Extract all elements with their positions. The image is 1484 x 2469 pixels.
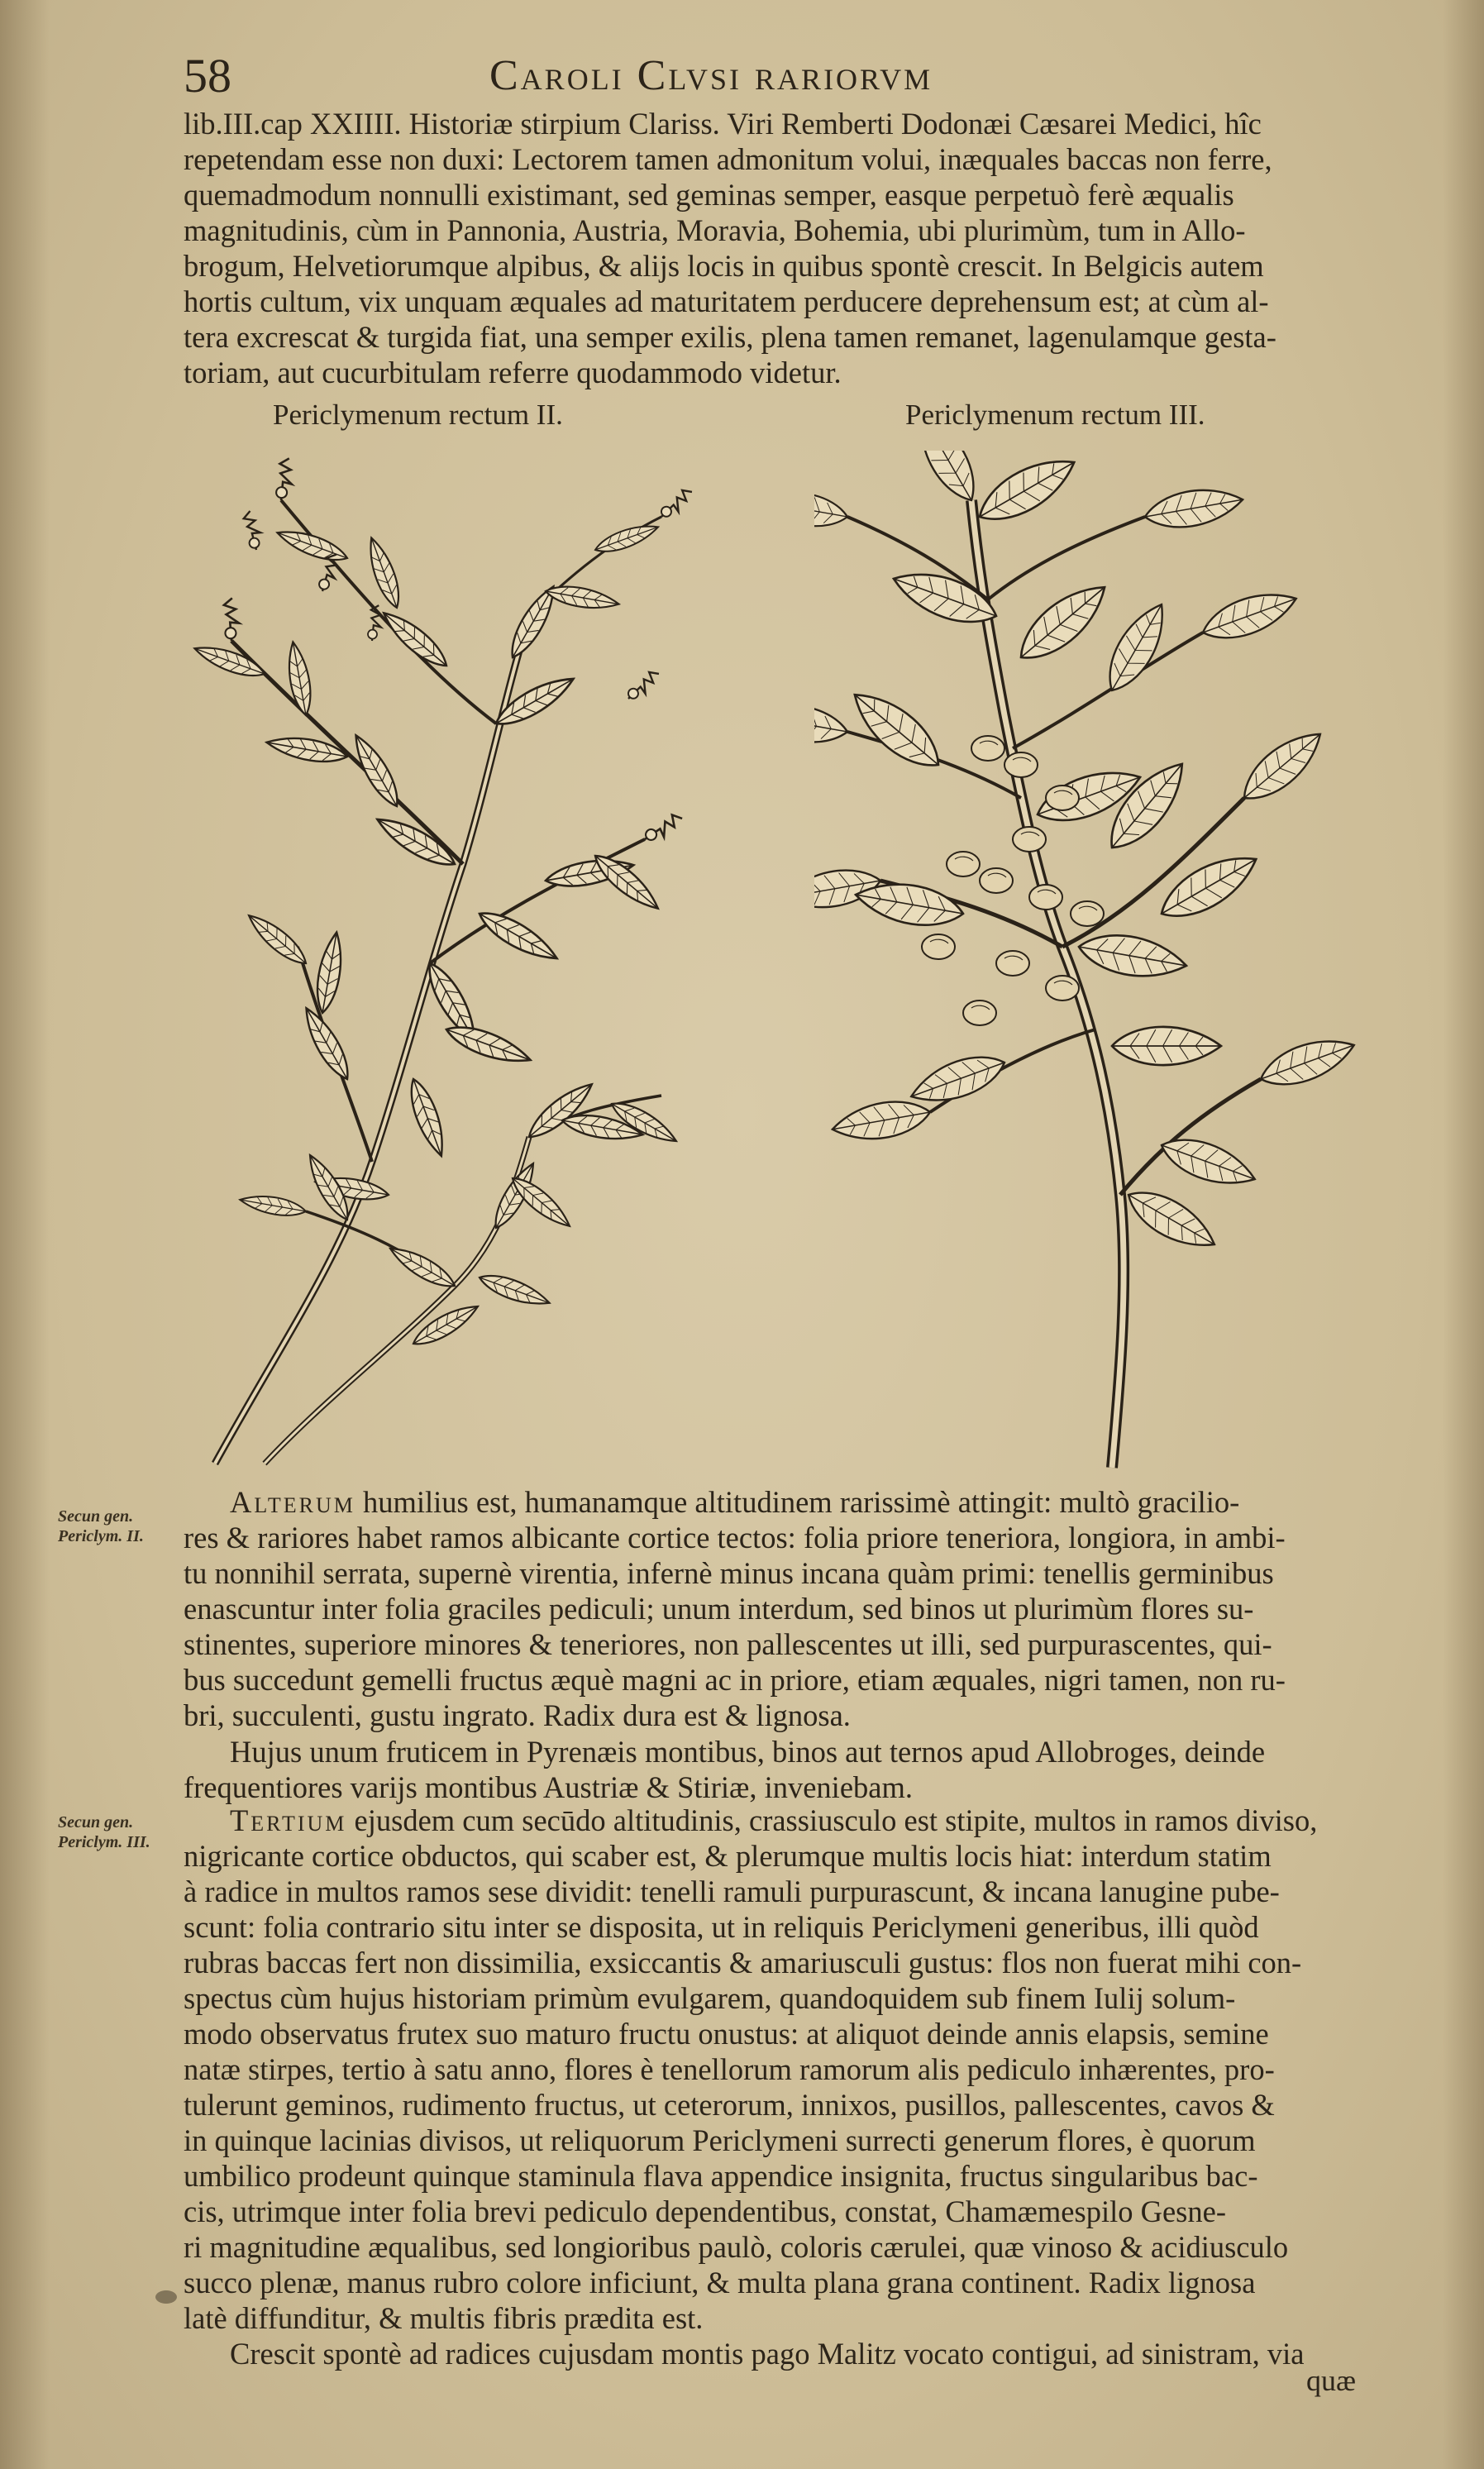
woodcut-periclymenum-ii [182,451,761,1472]
text-line: res & rariores habet ramos albicante cortice tectos: folia priore teneriora, longiora, in ambi- [184,1521,1286,1554]
text-line: toriam, aut cucurbitulam referre quodammodo videtur. [184,356,842,389]
text-line: tera excrescat & turgida fiat, una semper exilis, plena tamen remanet, lagenulamque gesta- [184,320,1276,354]
text-line: bus succedunt gemelli fructus æquè magni ac in priore, etiam æquales, nigri tamen, non ru- [184,1663,1286,1697]
text-fragment: ejusdem cum secūdo altitudinis, crassiusculo est stipite, multos in ramos diviso, [346,1803,1318,1837]
woodcut-periclymenum-iii [814,451,1364,1472]
text-line: frequentiores varijs montibus Austriæ & Stiriæ, inveniebam. [184,1770,913,1804]
text-line: enascuntur inter folia graciles pediculi; unum interdum, sed binos ut plurimùm flores su- [184,1592,1254,1626]
lead-word: Alterum [230,1485,355,1519]
text-line: repetendam esse non duxi: Lectorem tamen admonitum volui, inæquales baccas non ferre, [184,142,1272,176]
text-line: succo plenæ, manus rubro colore inficiunt, & multa plana grana continent. Radix lignosa [184,2266,1256,2299]
ink-blot [155,2290,177,2304]
text-line: ri magnitudine æqualibus, sed longioribus paulò, coloris cærulei, quæ vinoso & acidiusculo [184,2230,1289,2264]
text-line: magnitudinis, cùm in Pannonia, Austria, Moravia, Bohemia, ubi plurimùm, tum in Allo- [184,213,1246,247]
text-line: spectus cùm hujus historiam primùm evulgarem, quandoquidem sub finem Iulij solum- [184,1981,1236,2015]
text-line: tulerunt geminos, rudimento fructus, ut ceterorum, innixos, pusillos, pallescentes, cavos & [184,2088,1275,2122]
paragraph-hujus [184,1734,1366,1805]
text-line: stinentes, superiore minores & teneriores, non pallescentes ut illi, sed purpurascentes, qui- [184,1627,1272,1661]
catchword: quæ [1305,2364,1356,2397]
text-line: bri, succulenti, gustu ingrato. Radix dura est & lignosa. [184,1698,851,1732]
text-line: umbilico prodeunt quinque staminula flava appendice insignita, fructus singularibus bac- [184,2159,1258,2193]
figure-caption-left: Periclymenum rectum II. [273,399,563,431]
text-line: lib.III.cap XXIIII. Historiæ stirpium Clariss. Viri Remberti Dodonæi Cæsarei Medici, hîc [184,107,1262,141]
paragraph-alterum [184,1484,1366,1733]
text-line: scunt: folia contrario situ inter se disposita, ut in reliquis Periclymeni generibus, illi quòd [184,1910,1259,1944]
text-line [184,1484,1366,1520]
text-line: cis, utrimque inter folia brevi pediculo dependentibus, constat, Chamæmespilo Gesne- [184,2194,1226,2228]
page-shadow-left [0,0,50,2469]
text-line: modo observatus frutex suo maturo fructu onustus: at aliquot deinde annis elapsis, semine [184,2017,1269,2051]
running-title: Caroli Clvsi rariorvm [489,52,933,99]
figure-caption-right: Periclymenum rectum III. [905,399,1205,431]
text-line: brogum, Helvetiorumque alpibus, & alijs locis in quibus spontè crescit. In Belgicis autem [184,249,1264,283]
margin-note-periclym-ii: Secun gen. Periclym. II. [58,1507,144,1545]
text-line [184,1803,1366,1838]
text-line: hortis cultum, vix unquam æquales ad maturitatem perducere deprehensum est; at cùm al- [184,284,1269,318]
margin-note-periclym-iii: Secun gen. Periclym. III. [58,1813,150,1851]
text-line: quemadmodum nonnulli existimant, sed geminas semper, easque perpetuò ferè æqualis [184,178,1234,212]
paragraph-tertium [184,1803,1366,2371]
text-line: Crescit spontè ad radices cujusdam montis pago Malitz vocato contigui, ad sinistram, via [230,2337,1305,2371]
text-line: latè diffunditur, & multis fibris prædita est. [184,2301,704,2335]
text-line: in quinque lacinias divisos, ut reliquorum Periclymeni surrecti generum flores, è quorum [184,2123,1256,2157]
text-line: Hujus unum fruticem in Pyrenæis montibus, binos aut ternos apud Allobroges, deinde [230,1735,1266,1769]
lead-word: Tertium [230,1803,347,1837]
text-line: à radice in multos ramos sese dividit: tenelli ramuli purpurascunt, & incana lanugine pube- [184,1874,1280,1908]
page-shadow-right [1443,0,1484,2469]
text-line: natæ stirpes, tertio à satu anno, flores è tenellorum ramorum alis pediculo inhærentes, pro- [184,2052,1275,2086]
intro-paragraph [184,106,1366,390]
page-number: 58 [184,49,231,103]
text-line: tu nonnihil serrata, supernè virentia, infernè minus incana quàm primi: tenellis germinibus [184,1556,1274,1590]
text-fragment: humilius est, humanamque altitudinem rarissimè attingit: multò gracilio- [355,1485,1240,1519]
text-line: rubras baccas fert non dissimilia, exsiccantis & amariusculi gustus: flos non fuerat mihi con- [184,1946,1302,1979]
page-header [184,48,1358,109]
text-line: nigricante cortice obductos, qui scaber est, & plerumque multis locis hiat: interdum statim [184,1839,1272,1873]
